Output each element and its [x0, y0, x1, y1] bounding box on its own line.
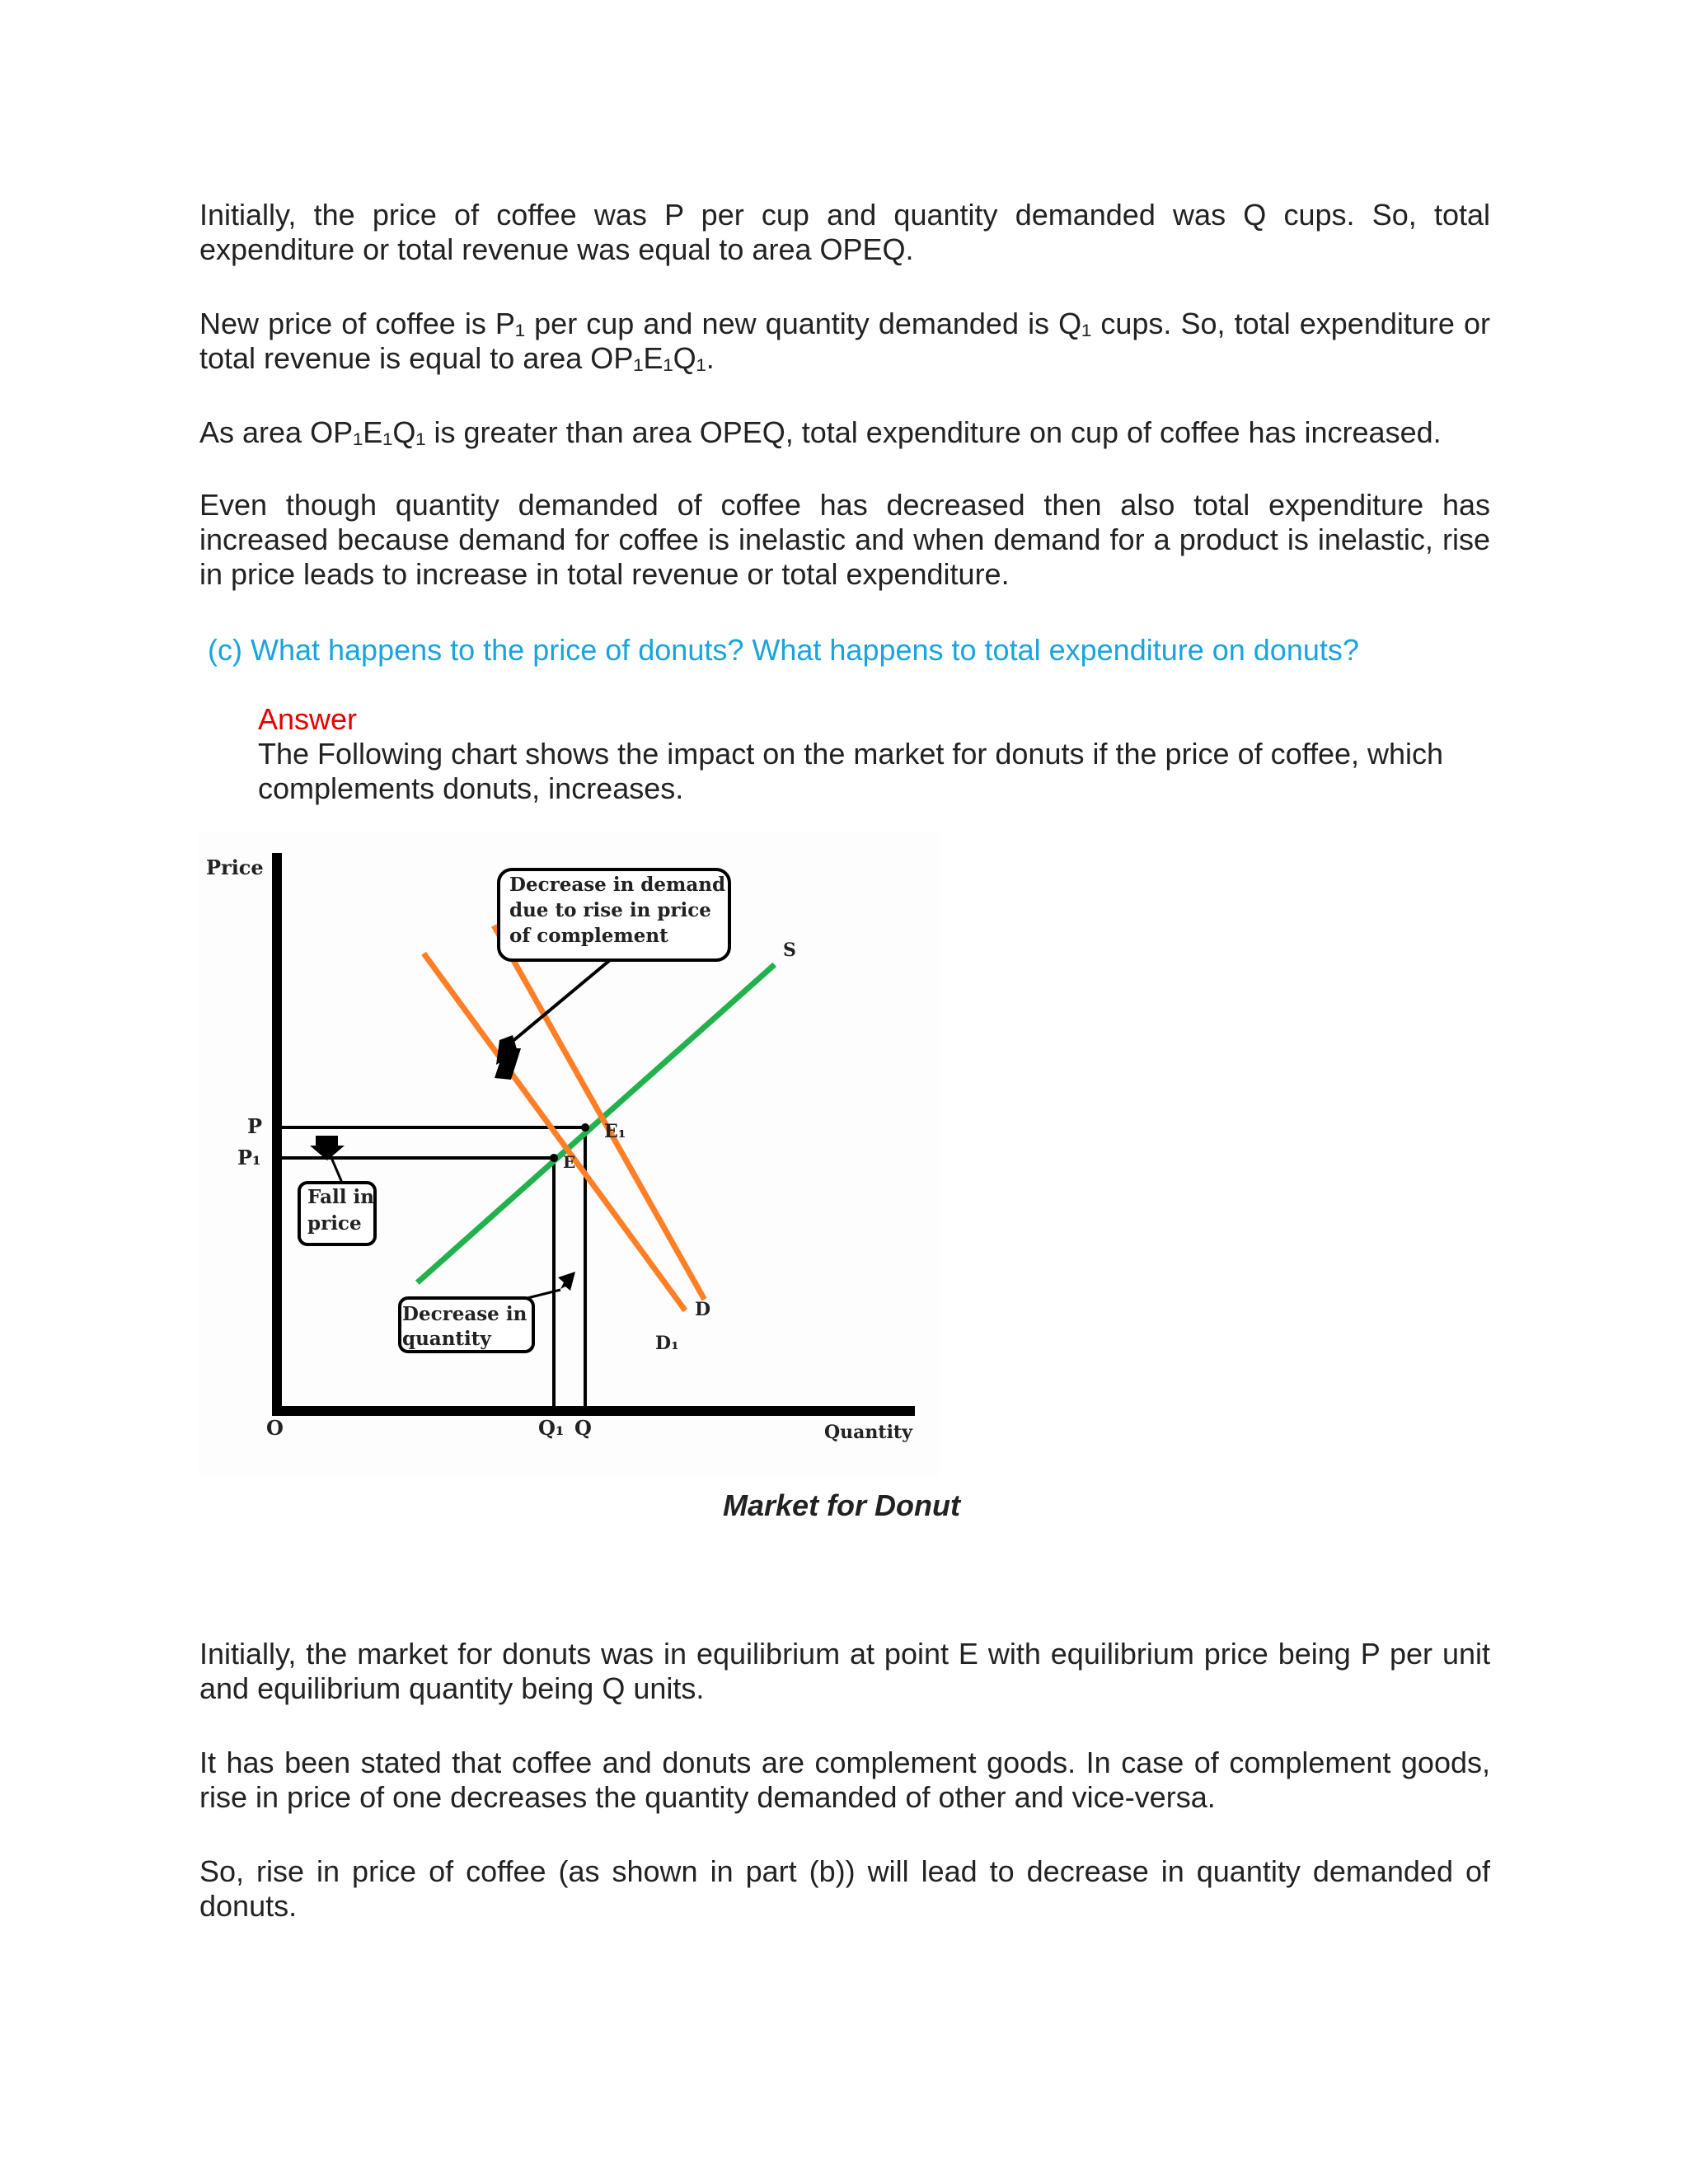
- equilibrium-e-point: [550, 1154, 558, 1162]
- figure-caption: Market for Donut: [723, 1488, 960, 1522]
- tick-p: P: [247, 1114, 263, 1138]
- paragraph-2: New price of coffee is P₁ per cup and new quantity demanded is Q₁ cups. So, total expenditure or total revenue is equal to area OP₁E₁Q₁.: [199, 307, 1490, 375]
- paragraph-6: It has been stated that coffee and donuts are complement goods. In case of complement goods, rise in price of one decreases the quantity demanded of other and vice-versa.: [199, 1746, 1490, 1814]
- question-c: (c) What happens to the price of donuts? What happens to total expenditure on donuts?: [208, 633, 1359, 667]
- label-d: D: [695, 1299, 711, 1320]
- callout-quantity-text: Decrease in quantity: [402, 1303, 528, 1350]
- paragraph-4: Even though quantity demanded of coffee has decreased then also total expenditure has increased because demand for coffee is inelastic and when demand for a product is inelastic, rise in price leads to increase in total revenue or total expenditure.: [199, 488, 1490, 591]
- origin-label: O: [266, 1416, 284, 1440]
- paragraph-7: So, rise in price of coffee (as shown in part (b)) will lead to decrease in quantity demanded of donuts.: [199, 1854, 1490, 1923]
- paragraph-3: As area OP₁E₁Q₁ is greater than area OPEQ, total expenditure on cup of coffee has increased.: [199, 415, 1442, 449]
- answer-label: Answer: [258, 702, 358, 736]
- label-e: E: [563, 1152, 576, 1172]
- y-axis-label: Price: [206, 855, 264, 879]
- tick-q: Q: [574, 1416, 592, 1440]
- tick-p1: P₁: [237, 1146, 261, 1169]
- x-axis-label: Quantity: [824, 1422, 912, 1443]
- label-s: S: [783, 940, 796, 961]
- tick-q1: Q₁: [538, 1416, 565, 1440]
- label-d1: D₁: [655, 1333, 679, 1354]
- equilibrium-e1-point: [581, 1123, 589, 1132]
- answer-text: The Following chart shows the impact on the market for donuts if the price of coffee, which complements donuts, increases.: [258, 737, 1444, 805]
- callout-fall-text: Fall in price: [307, 1186, 374, 1235]
- paragraph-1: Initially, the price of coffee was P per cup and quantity demanded was Q cups. So, total expenditure or total revenue was equal to area OPEQ.: [199, 198, 1490, 266]
- label-e1: E₁: [604, 1121, 626, 1142]
- paragraph-5: Initially, the market for donuts was in equilibrium at point E with equilibrium price being P per unit and equilibrium quantity being Q units.: [199, 1637, 1490, 1705]
- callout-demand-text: Decrease in demand due to rise in price of complement: [509, 874, 726, 947]
